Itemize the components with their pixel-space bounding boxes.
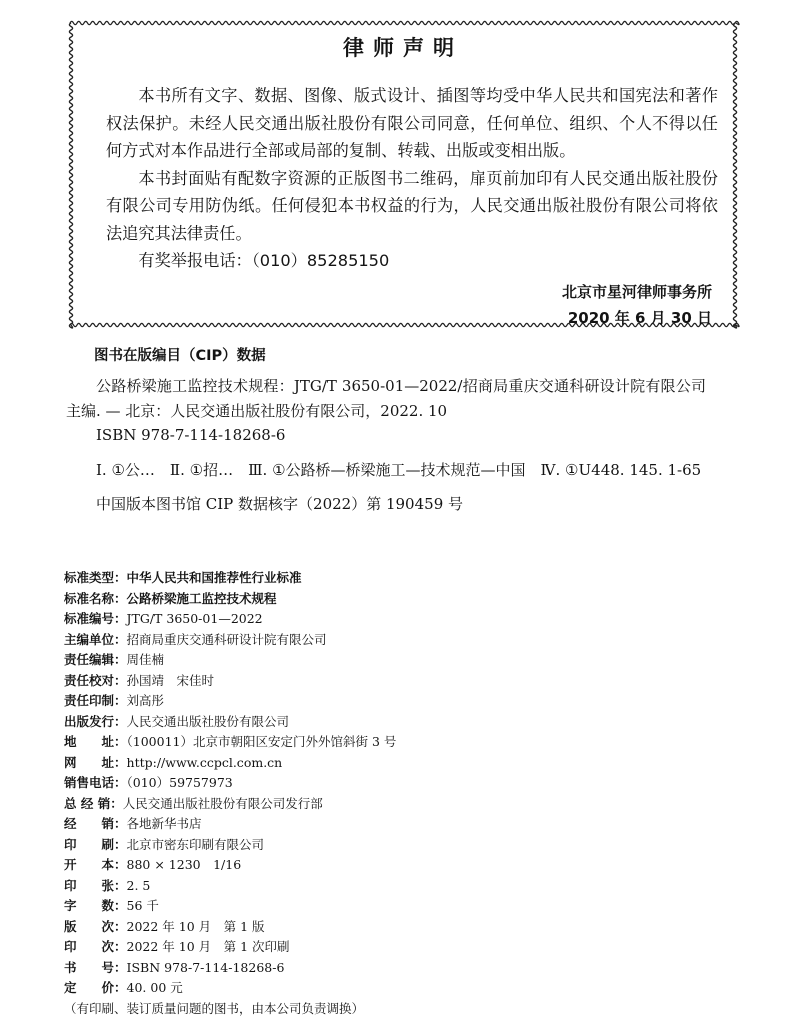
notice-body — [106, 82, 718, 275]
info-key: 责任校对： — [64, 672, 127, 688]
info-key: 开 本： — [64, 857, 127, 872]
info-key: 书 号： — [64, 959, 127, 975]
info-value: 56 千 — [126, 898, 159, 913]
cip-entry-block — [66, 374, 706, 517]
info-value: JTG/T 3650-01—2022 — [126, 611, 263, 626]
info-value: 周佳楠 — [126, 652, 165, 667]
info-value: 2. 5 — [126, 877, 151, 893]
quality-footnote: （有印刷、装订质量问题的图书，由本公司负责调换） — [64, 1000, 365, 1016]
info-value: 招商局重庆交通科研设计院有限公司 — [126, 631, 327, 647]
info-row — [64, 835, 724, 856]
info-key: 责任印制： — [64, 693, 127, 708]
info-key: 主编单位： — [64, 631, 127, 647]
info-value: 公路桥梁施工监控技术规程 — [126, 590, 277, 606]
info-value: ISBN 978-7-114-18268-6 — [126, 959, 285, 975]
info-row — [64, 712, 724, 733]
info-value: 北京市密东印刷有限公司 — [126, 836, 265, 852]
info-key: 地 址： — [64, 734, 127, 749]
info-row — [64, 650, 724, 671]
notice-hotline: 有奖举报电话：（010）85285150 — [138, 251, 390, 270]
info-value: 孙国靖 宋佳时 — [126, 672, 215, 688]
info-value: 刘高彤 — [126, 693, 165, 708]
info-row — [64, 917, 724, 938]
info-key: 印 张： — [64, 877, 127, 893]
info-row — [64, 814, 724, 835]
law-firm-name: 北京市星河律师事务所 — [561, 283, 712, 301]
cip-entry: 公路桥梁施工监控技术规程：JTG/T 3650-01—2022/招商局重庆交通科研设计院有限公司主编. — 北京：人民交通出版社股份有限公司，2022. 10 — [66, 377, 706, 420]
info-row — [64, 978, 724, 999]
lawyer-statement-box — [66, 18, 740, 330]
info-row — [64, 855, 724, 876]
info-value: 各地新华书店 — [126, 816, 202, 831]
notice-paragraph: 本书所有文字、数据、图像、版式设计、插图等均受中华人民共和国宪法和著作权法保护。未经人民交通出版社股份有限公司同意，任何单位、组织、个人不得以任何方式对本作品进行全部或局部的复制、转载、出版或变相出版。 — [106, 86, 718, 160]
info-value: （010）59757973 — [126, 775, 233, 790]
info-row — [64, 732, 724, 753]
info-value: 40. 00 元 — [126, 980, 183, 995]
info-row — [64, 589, 724, 610]
info-key: 销售电话： — [64, 775, 127, 790]
info-key: 印 次： — [64, 939, 127, 954]
notice-signature-block — [562, 279, 712, 331]
info-key: 印 刷： — [64, 836, 127, 852]
info-row — [64, 794, 724, 815]
cip-isbn: ISBN 978-7-114-18268-6 — [96, 426, 286, 444]
info-key: 标准编号： — [64, 611, 127, 626]
info-value: 人民交通出版社股份有限公司 — [126, 713, 290, 729]
info-key: 出版发行： — [64, 713, 127, 729]
info-key: 总 经 销： — [64, 795, 123, 811]
notice-paragraph: 本书封面贴有配数字资源的正版图书二维码，扉页前加印有人民交通出版社股份有限公司专用防伪纸。任何侵犯本书权益的行为，人民交通出版社股份有限公司将依法追究其法律责任。 — [106, 168, 718, 243]
info-key: 定 价： — [64, 980, 127, 995]
info-value: 2022 年 10 月 第 1 版 — [126, 918, 265, 934]
info-row — [64, 773, 724, 794]
info-row — [64, 896, 724, 917]
info-value: 中华人民共和国推荐性行业标准 — [126, 570, 302, 585]
cip-title: 图书在版编目（CIP）数据 — [94, 348, 266, 364]
info-row — [64, 609, 724, 630]
info-row — [64, 630, 724, 651]
info-row — [64, 691, 724, 712]
info-key: 责任编辑： — [64, 652, 127, 667]
info-value: 880 × 1230 1/16 — [126, 857, 242, 872]
info-row — [64, 568, 724, 589]
info-key: 经 销： — [64, 816, 127, 831]
info-row — [64, 671, 724, 692]
notice-title: 律师声明 — [343, 36, 463, 60]
info-value: （100011）北京市朝阳区安定门外外馆斜街 3 号 — [126, 734, 397, 749]
publication-info — [64, 568, 724, 1019]
info-key: 版 次： — [64, 918, 127, 934]
info-value: http://www.ccpcl.com.cn — [126, 754, 283, 770]
info-key: 网 址： — [64, 754, 127, 770]
info-key: 标准名称： — [64, 590, 127, 606]
info-value: 2022 年 10 月 第 1 次印刷 — [126, 939, 290, 954]
info-row — [64, 958, 724, 979]
cip-record-number: 中国版本图书馆 CIP 数据核字（2022）第 190459 号 — [96, 495, 464, 513]
info-row — [64, 937, 724, 958]
info-row — [64, 753, 724, 774]
info-key: 字 数： — [64, 898, 127, 913]
info-row — [64, 876, 724, 897]
info-value: 人民交通出版社股份有限公司发行部 — [122, 795, 323, 811]
info-key: 标准类型： — [64, 570, 127, 585]
cip-classification: Ⅰ. ①公… Ⅱ. ①招… Ⅲ. ①公路桥—桥梁施工—技术规范—中国 Ⅳ. ①U448. 145. 1-65 — [96, 460, 702, 479]
notice-date: 2020 年 6 月 30 日 — [567, 309, 712, 327]
cip-data-section — [66, 344, 706, 517]
